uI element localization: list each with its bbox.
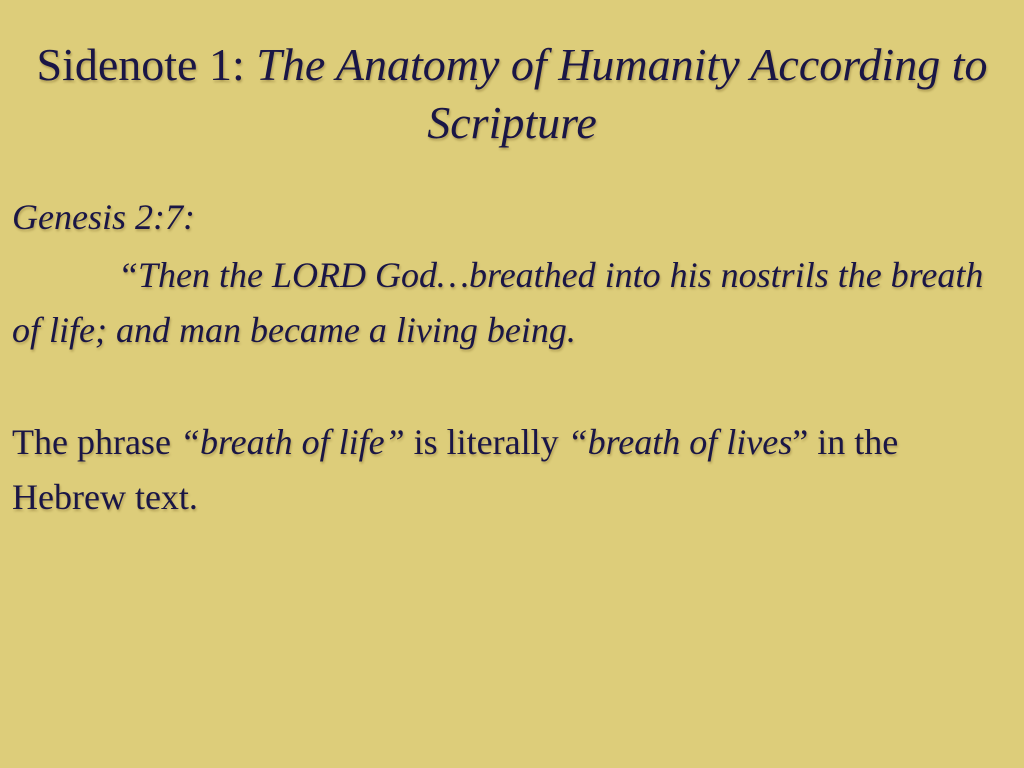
slide-body xyxy=(12,190,1002,525)
note-text-1: The phrase xyxy=(12,422,180,462)
note-phrase-breath-of-life: “breath of life” xyxy=(179,422,405,462)
note-text-3: ” in the Hebrew text. xyxy=(12,422,899,517)
explanatory-note xyxy=(12,415,1002,525)
note-text-2: is literally xyxy=(404,422,568,462)
slide-title-italic: The Anatomy of Humanity According to Scripture xyxy=(256,39,988,148)
scripture-reference: Genesis 2:7: xyxy=(12,197,195,237)
note-phrase-breath-of-lives: “breath of lives xyxy=(567,422,793,462)
slide-title-prefix: Sidenote 1: xyxy=(36,39,257,90)
scripture-quote: “Then the LORD God…breathed into his nostrils the breath of life; and man became a living being. xyxy=(12,255,984,350)
slide-title xyxy=(30,36,994,152)
paragraph-spacer xyxy=(12,358,1002,415)
